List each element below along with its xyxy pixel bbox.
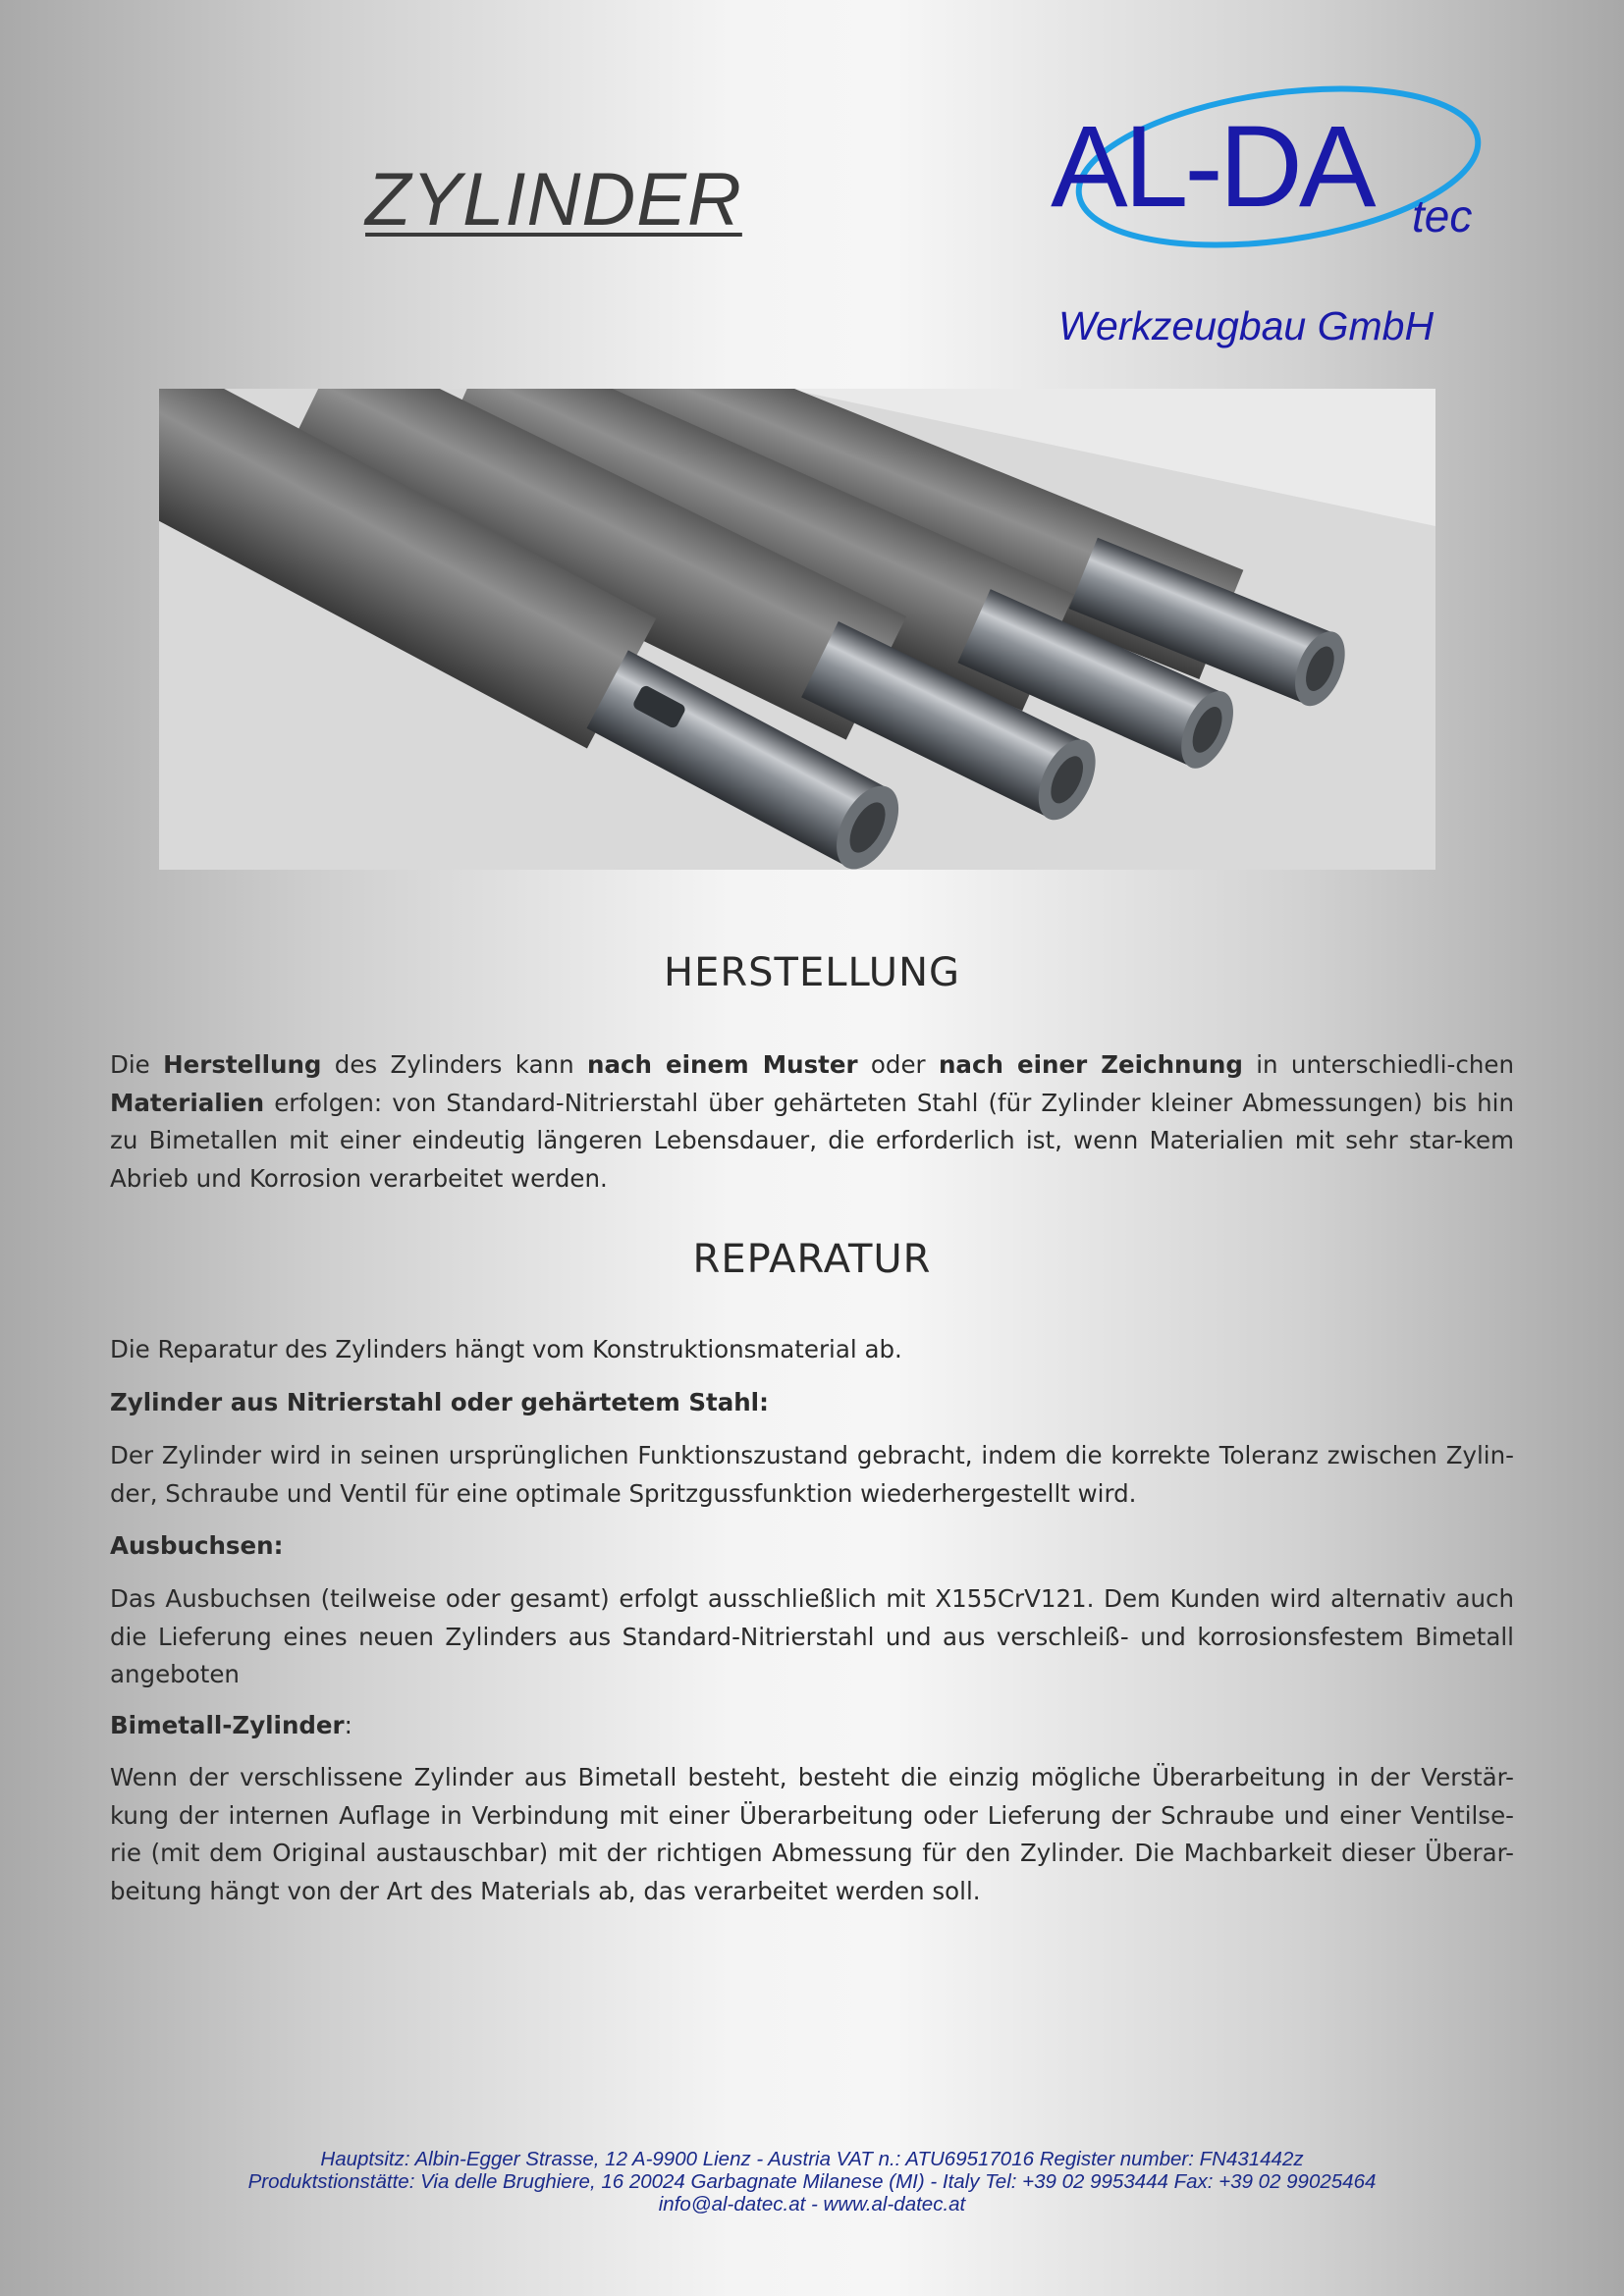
company-logo	[1021, 59, 1551, 373]
subheading-nitrierstahl: Zylinder aus Nitrierstahl oder gehärtetem Stahl:	[110, 1388, 769, 1416]
reparatur-paragraph-ausbuchsen: Das Ausbuchsen (teilweise oder gesamt) erfolgt ausschließlich mit X155CrV121. Dem Kunden wird alternativ auch die Lieferung eines neuen Zylinders aus Standard-Nitrierstahl und aus verschleiß- und korrosionsfestem Bimetall angeboten	[110, 1584, 1514, 1688]
footer-line-headquarters: Hauptsitz: Albin-Egger Strasse, 12 A-9900 Lienz - Austria VAT n.: ATU69517016 Register number: FN431442z	[320, 2148, 1304, 2170]
subheading-ausbuchsen: Ausbuchsen:	[110, 1531, 284, 1560]
footer-line-production: Produktstionstätte: Via delle Brughiere, 16 20024 Garbagnate Milanese (MI) - Italy Tel: +39 02 9953444 Fax: +39 02 99025464	[247, 2170, 1377, 2193]
logo-brand: AL-DA	[1051, 102, 1373, 232]
section-heading-reparatur: REPARATUR	[692, 1237, 932, 1282]
section-heading-herstellung: HERSTELLUNG	[663, 950, 960, 995]
reparatur-paragraph-bimetall: Wenn der verschlissene Zylinder aus Bimetall besteht, besteht die einzig mögliche Überarbeitung in der Verstär-kung der internen Auflage in Verbindung mit einer Überarbeitung oder Lieferung der Schraube und einer Ventilse-rie (mit dem Original austauschbar) mit der richtigen Abmessung für den Zylinder. Die Machbarkeit dieser Überar-beitung hängt von der Art des Materials ab, das verarbeitet werden soll.	[110, 1763, 1514, 1905]
logo-suffix: tec	[1412, 190, 1473, 241]
footer-line-contact: info@al-datec.at - www.al-datec.at	[658, 2193, 966, 2216]
page-title: ZYLINDER	[365, 158, 742, 241]
subheading-bimetall: Bimetall-Zylinder:	[110, 1711, 352, 1739]
herstellung-paragraph: Die Herstellung des Zylinders kann nach einem Muster oder nach einer Zeichnung in unterschiedli-chen Materialien erfolgen: von Standard-Nitrierstahl über gehärteten Stahl (für Zylinder kleiner Abmessungen) bis hin zu Bimetallen mit einer eindeutig längeren Lebensdauer, die erforderlich ist, wenn Materialien mit sehr star-kem Abrieb und Korrosion verarbeitet werden.	[110, 1050, 1514, 1193]
footer	[0, 2148, 1624, 2216]
reparatur-paragraph-nitrierstahl: Der Zylinder wird in seinen ursprünglichen Funktionszustand gebracht, indem die korrekte Toleranz zwischen Zylin-der, Schraube und Ventil für eine optimale Spritzgussfunktion wiederhergestellt wird.	[110, 1441, 1514, 1508]
reparatur-intro: Die Reparatur des Zylinders hängt vom Konstruktionsmaterial ab.	[110, 1335, 902, 1363]
logo-tagline: Werkzeugbau GmbH	[1058, 303, 1435, 348]
cylinder-photo	[159, 389, 1435, 870]
